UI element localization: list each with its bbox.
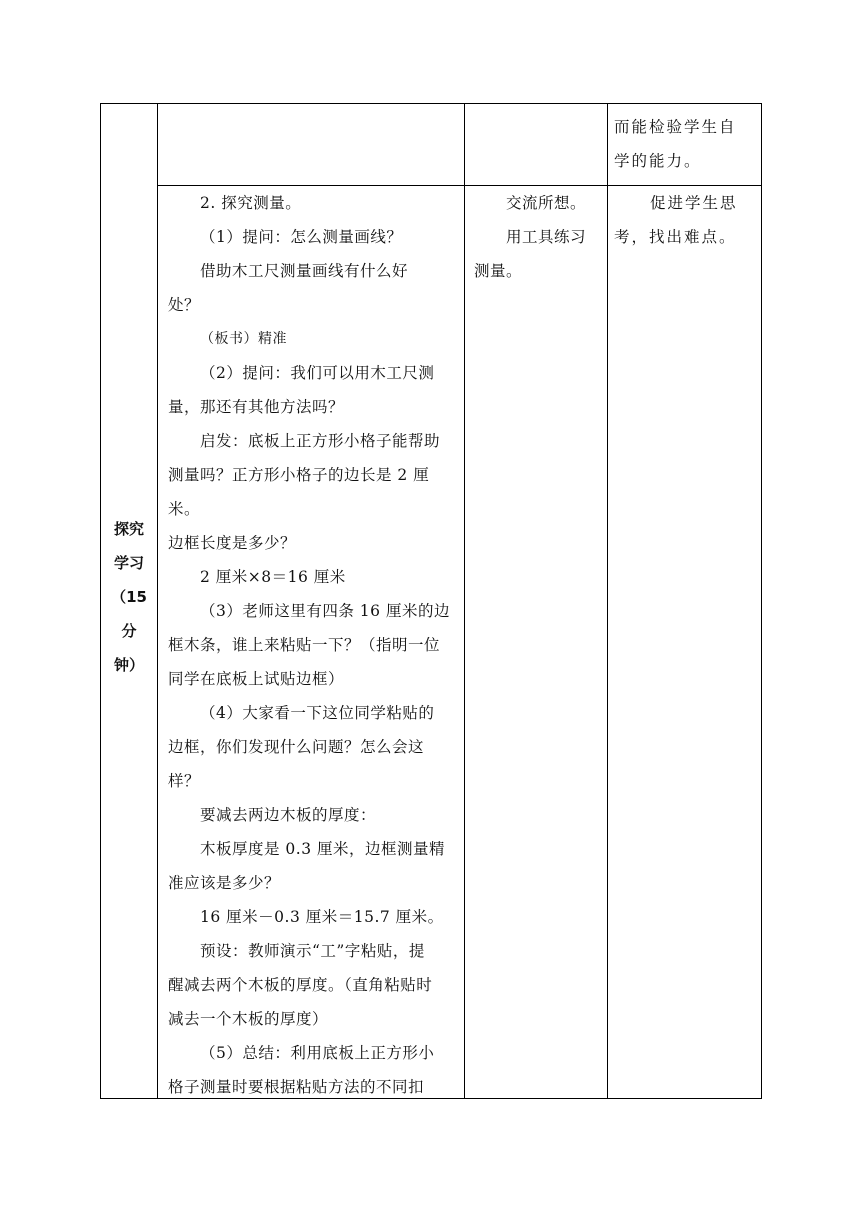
text-line: 要减去两边木板的厚度：	[200, 806, 377, 824]
student-activity-cell	[474, 186, 606, 288]
table-border-top	[100, 103, 762, 104]
formula-line: 2 厘米×8＝16 厘米	[200, 568, 346, 586]
text-line: 米。	[168, 500, 201, 518]
text-line: 边框长度是多少？	[168, 534, 297, 552]
table-column-divider	[464, 103, 465, 1099]
text-line: （2）提问：我们可以用木工尺测	[200, 364, 435, 382]
text-line: 考，找出难点。	[614, 228, 737, 246]
text-line: 同学在底板上试贴边框）	[168, 670, 345, 688]
text-line: 启发：底板上正方形小格子能帮助	[200, 432, 441, 450]
table-column-divider	[157, 103, 158, 1099]
text-line: 减去一个木板的厚度）	[168, 1010, 329, 1028]
text-line: 样？	[168, 772, 201, 790]
text-line: （4）大家看一下这位同学粘贴的	[200, 704, 435, 722]
text-line: 边框，你们发现什么问题？怎么会这	[168, 738, 425, 756]
text-line: 交流所想。	[506, 194, 587, 212]
text-line: 格子测量时要根据粘贴方法的不同扣	[168, 1078, 425, 1096]
section-label-line: 分	[121, 622, 137, 640]
section-label-line: （15	[111, 588, 147, 606]
text-line: 处？	[168, 296, 201, 314]
text-line: 促进学生思	[650, 194, 738, 212]
text-line: （5）总结：利用底板上正方形小	[200, 1044, 435, 1062]
text-line: 预设：教师演示“工”字粘贴，提	[200, 942, 425, 960]
section-label-line: 学习	[113, 554, 144, 572]
top-row-design-intent-cell	[614, 110, 760, 178]
text-line: 量，那还有其他方法吗？	[168, 398, 345, 416]
text-line: 醒减去两个木板的厚度。（直角粘贴时	[168, 976, 433, 994]
text-line: 而能检验学生自	[614, 118, 737, 136]
table-border-right	[761, 103, 762, 1099]
design-intent-cell	[614, 186, 760, 254]
text-line: 木板厚度是 0.3 厘米，边框测量精	[200, 840, 446, 858]
step-heading: 2. 探究测量。	[200, 194, 302, 212]
section-label-line: 钟）	[113, 656, 144, 674]
text-line: 用工具练习	[506, 228, 587, 246]
formula-line: 16 厘米－0.3 厘米＝15.7 厘米。	[200, 908, 444, 926]
teacher-activity-cell	[168, 186, 462, 1104]
section-label	[101, 512, 157, 682]
blackboard-note: （板书）精准	[200, 331, 287, 347]
text-line: 学的能力。	[614, 152, 702, 170]
text-line: （3）老师这里有四条 16 厘米的边	[200, 602, 450, 620]
text-line: （1）提问：怎么测量画线？	[200, 228, 403, 246]
table-column-divider	[607, 103, 608, 1099]
text-line: 测量吗？正方形小格子的边长是 2 厘	[168, 466, 430, 484]
text-line: 框木条，谁上来粘贴一下？（指明一位	[168, 636, 441, 654]
section-label-line: 探究	[113, 520, 144, 538]
text-line: 测量。	[474, 262, 523, 280]
text-line: 借助木工尺测量画线有什么好	[200, 262, 409, 280]
text-line: 准应该是多少？	[168, 874, 281, 892]
